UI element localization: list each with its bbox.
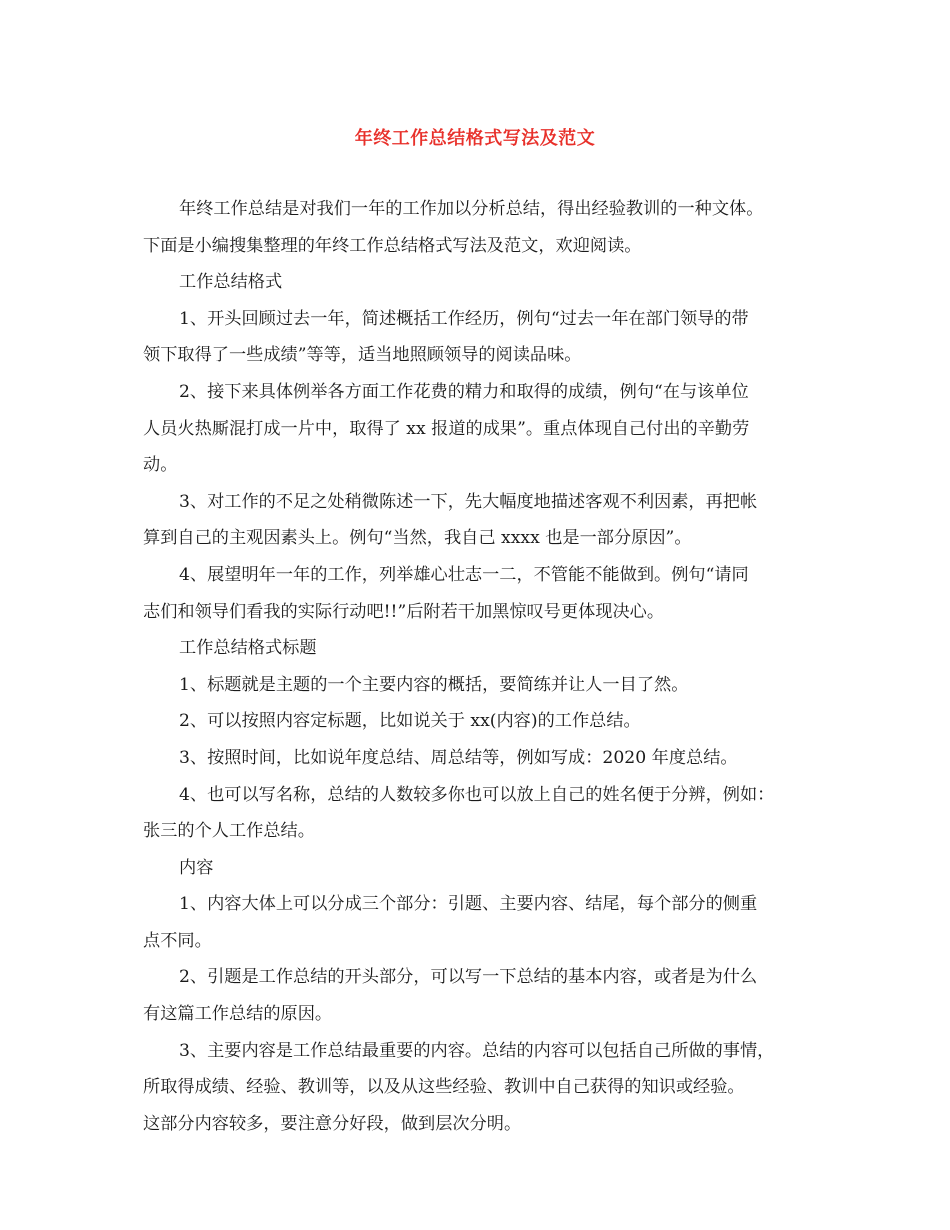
paragraph-line: 志们和领导们看我的实际行动吧!!”后附若干加黑惊叹号更体现决心。 [143,601,665,622]
paragraph-line: 4、展望明年一年的工作，列举雄心壮志一二，不管能不能做到。例句“请同 [179,564,749,585]
paragraph-line: 动。 [143,455,178,476]
paragraph-line: 所取得成绩、经验、教训等，以及从这些经验、教训中自己获得的知识或经验。 [143,1077,745,1098]
section-heading: 内容 [179,857,214,878]
paragraph-line: 3、主要内容是工作总结最重要的内容。总结的内容可以包括自己所做的事情， [179,1040,775,1061]
paragraph-line: 2、可以按照内容定标题，比如说关于 xx(内容)的工作总结。 [179,711,641,732]
paragraph-line: 有这篇工作总结的原因。 [143,1004,333,1025]
document-body [143,191,805,1142]
paragraph-line: 张三的个人工作总结。 [143,821,315,842]
paragraph-line: 4、也可以写名称，总结的人数较多你也可以放上自己的姓名便于分辨，例如： [179,784,775,805]
paragraph-line: 2、接下来具体例举各方面工作花费的精力和取得的成绩，例句“在与该单位 [179,381,749,402]
section-heading: 工作总结格式标题 [179,638,317,659]
paragraph-line: 点不同。 [143,930,212,951]
paragraph-line: 3、按照时间，比如说年度总结、周总结等，例如写成：2020 年度总结。 [179,747,738,768]
paragraph-line: 2、引题是工作总结的开头部分，可以写一下总结的基本内容，或者是为什么 [179,967,758,988]
paragraph-line: 人员火热厮混打成一片中，取得了 xx 报道的成果”。重点体现自己付出的辛勤劳 [143,418,750,439]
paragraph-line: 1、内容大体上可以分成三个部分：引题、主要内容、结尾，每个部分的侧重 [179,894,758,915]
document-title: 年终工作总结格式写法及范文 [354,128,596,149]
paragraph-line: 领下取得了一些成绩”等等，适当地照顾领导的阅读品味。 [143,345,582,366]
paragraph-line: 1、标题就是主题的一个主要内容的概括，要简练并让人一目了然。 [179,674,689,695]
paragraph-line: 算到自己的主观因素头上。例句“当然，我自己 xxxx 也是一部分原因”。 [143,528,692,549]
paragraph-line: 下面是小编搜集整理的年终工作总结格式写法及范文，欢迎阅读。 [143,235,642,256]
paragraph-line: 这部分内容较多，要注意分好段，做到层次分明。 [143,1113,522,1134]
section-heading: 工作总结格式 [179,272,283,293]
paragraph-line: 1、开头回顾过去一年，简述概括工作经历，例句“过去一年在部门领导的带 [179,308,749,329]
paragraph-line: 年终工作总结是对我们一年的工作加以分析总结，得出经验教训的一种文体。 [179,199,764,219]
paragraph-line: 3、对工作的不足之处稍微陈述一下，先大幅度地描述客观不利因素，再把帐 [179,491,758,512]
